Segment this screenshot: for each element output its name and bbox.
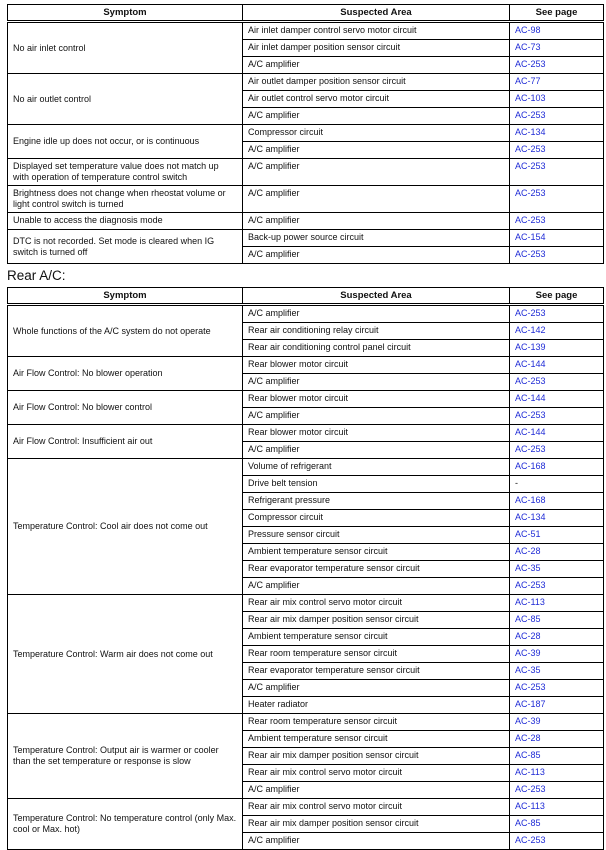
suspected-area-cell: A/C amplifier (243, 680, 510, 697)
symptom-cell: DTC is not recorded. Set mode is cleared when IG switch is turned off (8, 230, 243, 264)
suspected-area-cell: A/C amplifier (243, 305, 510, 323)
symptom-cell: Displayed set temperature value does not match up with operation of temperature control switch (8, 159, 243, 186)
see-page-link[interactable]: AC-253 (510, 108, 604, 125)
see-page-link[interactable]: AC-85 (510, 748, 604, 765)
suspected-area-cell: A/C amplifier (243, 142, 510, 159)
symptom-cell: Temperature Control: Cool air does not come out (8, 459, 243, 595)
see-page-link[interactable]: AC-253 (510, 247, 604, 264)
suspected-area-cell: A/C amplifier (243, 247, 510, 264)
suspected-area-cell: Back-up power source circuit (243, 230, 510, 247)
see-page-link[interactable]: AC-253 (510, 578, 604, 595)
suspected-area-cell: Compressor circuit (243, 510, 510, 527)
see-page-link[interactable]: AC-253 (510, 374, 604, 391)
table-row (8, 459, 604, 476)
see-page-link[interactable]: AC-39 (510, 646, 604, 663)
suspected-area-cell: Rear blower motor circuit (243, 391, 510, 408)
suspected-area-cell: A/C amplifier (243, 442, 510, 459)
suspected-area-cell: Rear air mix damper position sensor circuit (243, 748, 510, 765)
symptom-cell: No air inlet control (8, 22, 243, 74)
rear-table-body (8, 305, 604, 850)
table-row (8, 213, 604, 230)
suspected-area-cell: A/C amplifier (243, 108, 510, 125)
see-page-link[interactable]: AC-113 (510, 765, 604, 782)
suspected-area-cell: Rear air conditioning control panel circuit (243, 340, 510, 357)
see-page-link[interactable]: AC-28 (510, 544, 604, 561)
symptom-cell: Whole functions of the A/C system do not operate (8, 305, 243, 357)
see-page-link[interactable]: AC-39 (510, 714, 604, 731)
see-page-link[interactable]: AC-73 (510, 40, 604, 57)
see-page-link[interactable]: AC-253 (510, 57, 604, 74)
symptom-cell: Temperature Control: Output air is warmer or cooler than the set temperature or response is slow (8, 714, 243, 799)
suspected-area-cell: A/C amplifier (243, 833, 510, 850)
see-page-link[interactable]: AC-144 (510, 425, 604, 442)
table-row (8, 159, 604, 186)
table-row (8, 305, 604, 323)
see-page-link[interactable]: AC-77 (510, 74, 604, 91)
see-page-link[interactable]: AC-154 (510, 230, 604, 247)
suspected-area-cell: Air inlet damper position sensor circuit (243, 40, 510, 57)
table-row (8, 125, 604, 142)
suspected-area-cell: Air inlet damper control servo motor circuit (243, 22, 510, 40)
symptom-cell: Air Flow Control: Insufficient air out (8, 425, 243, 459)
suspected-area-cell: Air outlet control servo motor circuit (243, 91, 510, 108)
see-page-link[interactable]: AC-253 (510, 680, 604, 697)
see-page-link[interactable]: AC-253 (510, 213, 604, 230)
rear-ac-section-title: Rear A/C: (7, 268, 66, 283)
suspected-area-cell: Rear air mix damper position sensor circuit (243, 816, 510, 833)
see-page-link[interactable]: AC-85 (510, 612, 604, 629)
see-page-link[interactable]: AC-98 (510, 22, 604, 40)
suspected-area-cell: A/C amplifier (243, 374, 510, 391)
see-page-link[interactable]: AC-139 (510, 340, 604, 357)
table-row (8, 186, 604, 213)
suspected-area-cell: Ambient temperature sensor circuit (243, 731, 510, 748)
suspected-area-cell: Rear blower motor circuit (243, 425, 510, 442)
suspected-area-cell: Rear air conditioning relay circuit (243, 323, 510, 340)
see-page-link[interactable]: AC-103 (510, 91, 604, 108)
see-page-link[interactable]: AC-51 (510, 527, 604, 544)
symptom-cell: No air outlet control (8, 74, 243, 125)
symptom-cell: Air Flow Control: No blower operation (8, 357, 243, 391)
header-symptom: Symptom (8, 288, 243, 305)
rear-ac-diagnosis-table (7, 287, 604, 850)
suspected-area-cell: Rear air mix control servo motor circuit (243, 595, 510, 612)
suspected-area-cell: A/C amplifier (243, 578, 510, 595)
suspected-area-cell: Pressure sensor circuit (243, 527, 510, 544)
suspected-area-cell: A/C amplifier (243, 782, 510, 799)
suspected-area-cell: A/C amplifier (243, 159, 510, 186)
see-page-link[interactable]: AC-144 (510, 357, 604, 374)
front-table-body (8, 22, 604, 264)
suspected-area-cell: Refrigerant pressure (243, 493, 510, 510)
see-page-link[interactable]: AC-253 (510, 142, 604, 159)
table-row (8, 22, 604, 40)
symptom-cell: Air Flow Control: No blower control (8, 391, 243, 425)
symptom-cell: Brightness does not change when rheostat volume or light control switch is turned (8, 186, 243, 213)
table-row (8, 230, 604, 247)
see-page-link[interactable]: AC-168 (510, 459, 604, 476)
suspected-area-cell: Rear evaporator temperature sensor circuit (243, 663, 510, 680)
table-row (8, 425, 604, 442)
see-page-link[interactable]: AC-134 (510, 125, 604, 142)
suspected-area-cell: Volume of refrigerant (243, 459, 510, 476)
suspected-area-cell: A/C amplifier (243, 408, 510, 425)
header-see-page: See page (510, 288, 604, 305)
header-see-page: See page (510, 5, 604, 22)
table-row (8, 357, 604, 374)
symptom-cell: Temperature Control: No temperature control (only Max. cool or Max. hot) (8, 799, 243, 850)
see-page-link[interactable]: AC-253 (510, 305, 604, 323)
see-page-link[interactable]: AC-253 (510, 159, 604, 186)
suspected-area-cell: Rear blower motor circuit (243, 357, 510, 374)
suspected-area-cell: Heater radiator (243, 697, 510, 714)
suspected-area-cell: Compressor circuit (243, 125, 510, 142)
see-page-link[interactable]: AC-187 (510, 697, 604, 714)
symptom-cell: Engine idle up does not occur, or is continuous (8, 125, 243, 159)
table-row (8, 799, 604, 816)
table-header-row (8, 5, 604, 22)
see-page-link[interactable]: AC-35 (510, 561, 604, 578)
see-page-link[interactable]: AC-253 (510, 442, 604, 459)
suspected-area-cell: Rear evaporator temperature sensor circuit (243, 561, 510, 578)
see-page-link[interactable]: AC-253 (510, 186, 604, 213)
table-row (8, 74, 604, 91)
symptom-cell: Unable to access the diagnosis mode (8, 213, 243, 230)
header-symptom: Symptom (8, 5, 243, 22)
suspected-area-cell: Drive belt tension (243, 476, 510, 493)
suspected-area-cell: A/C amplifier (243, 186, 510, 213)
see-page-link[interactable]: AC-113 (510, 595, 604, 612)
front-ac-diagnosis-table (7, 4, 604, 264)
suspected-area-cell: A/C amplifier (243, 213, 510, 230)
see-page-cell: - (510, 476, 604, 493)
symptom-cell: Temperature Control: Warm air does not come out (8, 595, 243, 714)
see-page-link[interactable]: AC-142 (510, 323, 604, 340)
header-suspected-area: Suspected Area (243, 288, 510, 305)
table-row (8, 391, 604, 408)
see-page-link[interactable]: AC-253 (510, 833, 604, 850)
see-page-link[interactable]: AC-253 (510, 408, 604, 425)
suspected-area-cell: Rear room temperature sensor circuit (243, 714, 510, 731)
see-page-link[interactable]: AC-253 (510, 782, 604, 799)
suspected-area-cell: A/C amplifier (243, 57, 510, 74)
suspected-area-cell: Rear room temperature sensor circuit (243, 646, 510, 663)
see-page-link[interactable]: AC-168 (510, 493, 604, 510)
suspected-area-cell: Rear air mix control servo motor circuit (243, 799, 510, 816)
suspected-area-cell: Air outlet damper position sensor circuit (243, 74, 510, 91)
see-page-link[interactable]: AC-85 (510, 816, 604, 833)
table-header-row (8, 288, 604, 305)
see-page-link[interactable]: AC-113 (510, 799, 604, 816)
table-row (8, 595, 604, 612)
suspected-area-cell: Rear air mix damper position sensor circuit (243, 612, 510, 629)
see-page-link[interactable]: AC-134 (510, 510, 604, 527)
suspected-area-cell: Ambient temperature sensor circuit (243, 544, 510, 561)
see-page-link[interactable]: AC-28 (510, 731, 604, 748)
suspected-area-cell: Rear air mix control servo motor circuit (243, 765, 510, 782)
suspected-area-cell: Ambient temperature sensor circuit (243, 629, 510, 646)
see-page-link[interactable]: AC-35 (510, 663, 604, 680)
see-page-link[interactable]: AC-28 (510, 629, 604, 646)
table-row (8, 714, 604, 731)
header-suspected-area: Suspected Area (243, 5, 510, 22)
see-page-link[interactable]: AC-144 (510, 391, 604, 408)
